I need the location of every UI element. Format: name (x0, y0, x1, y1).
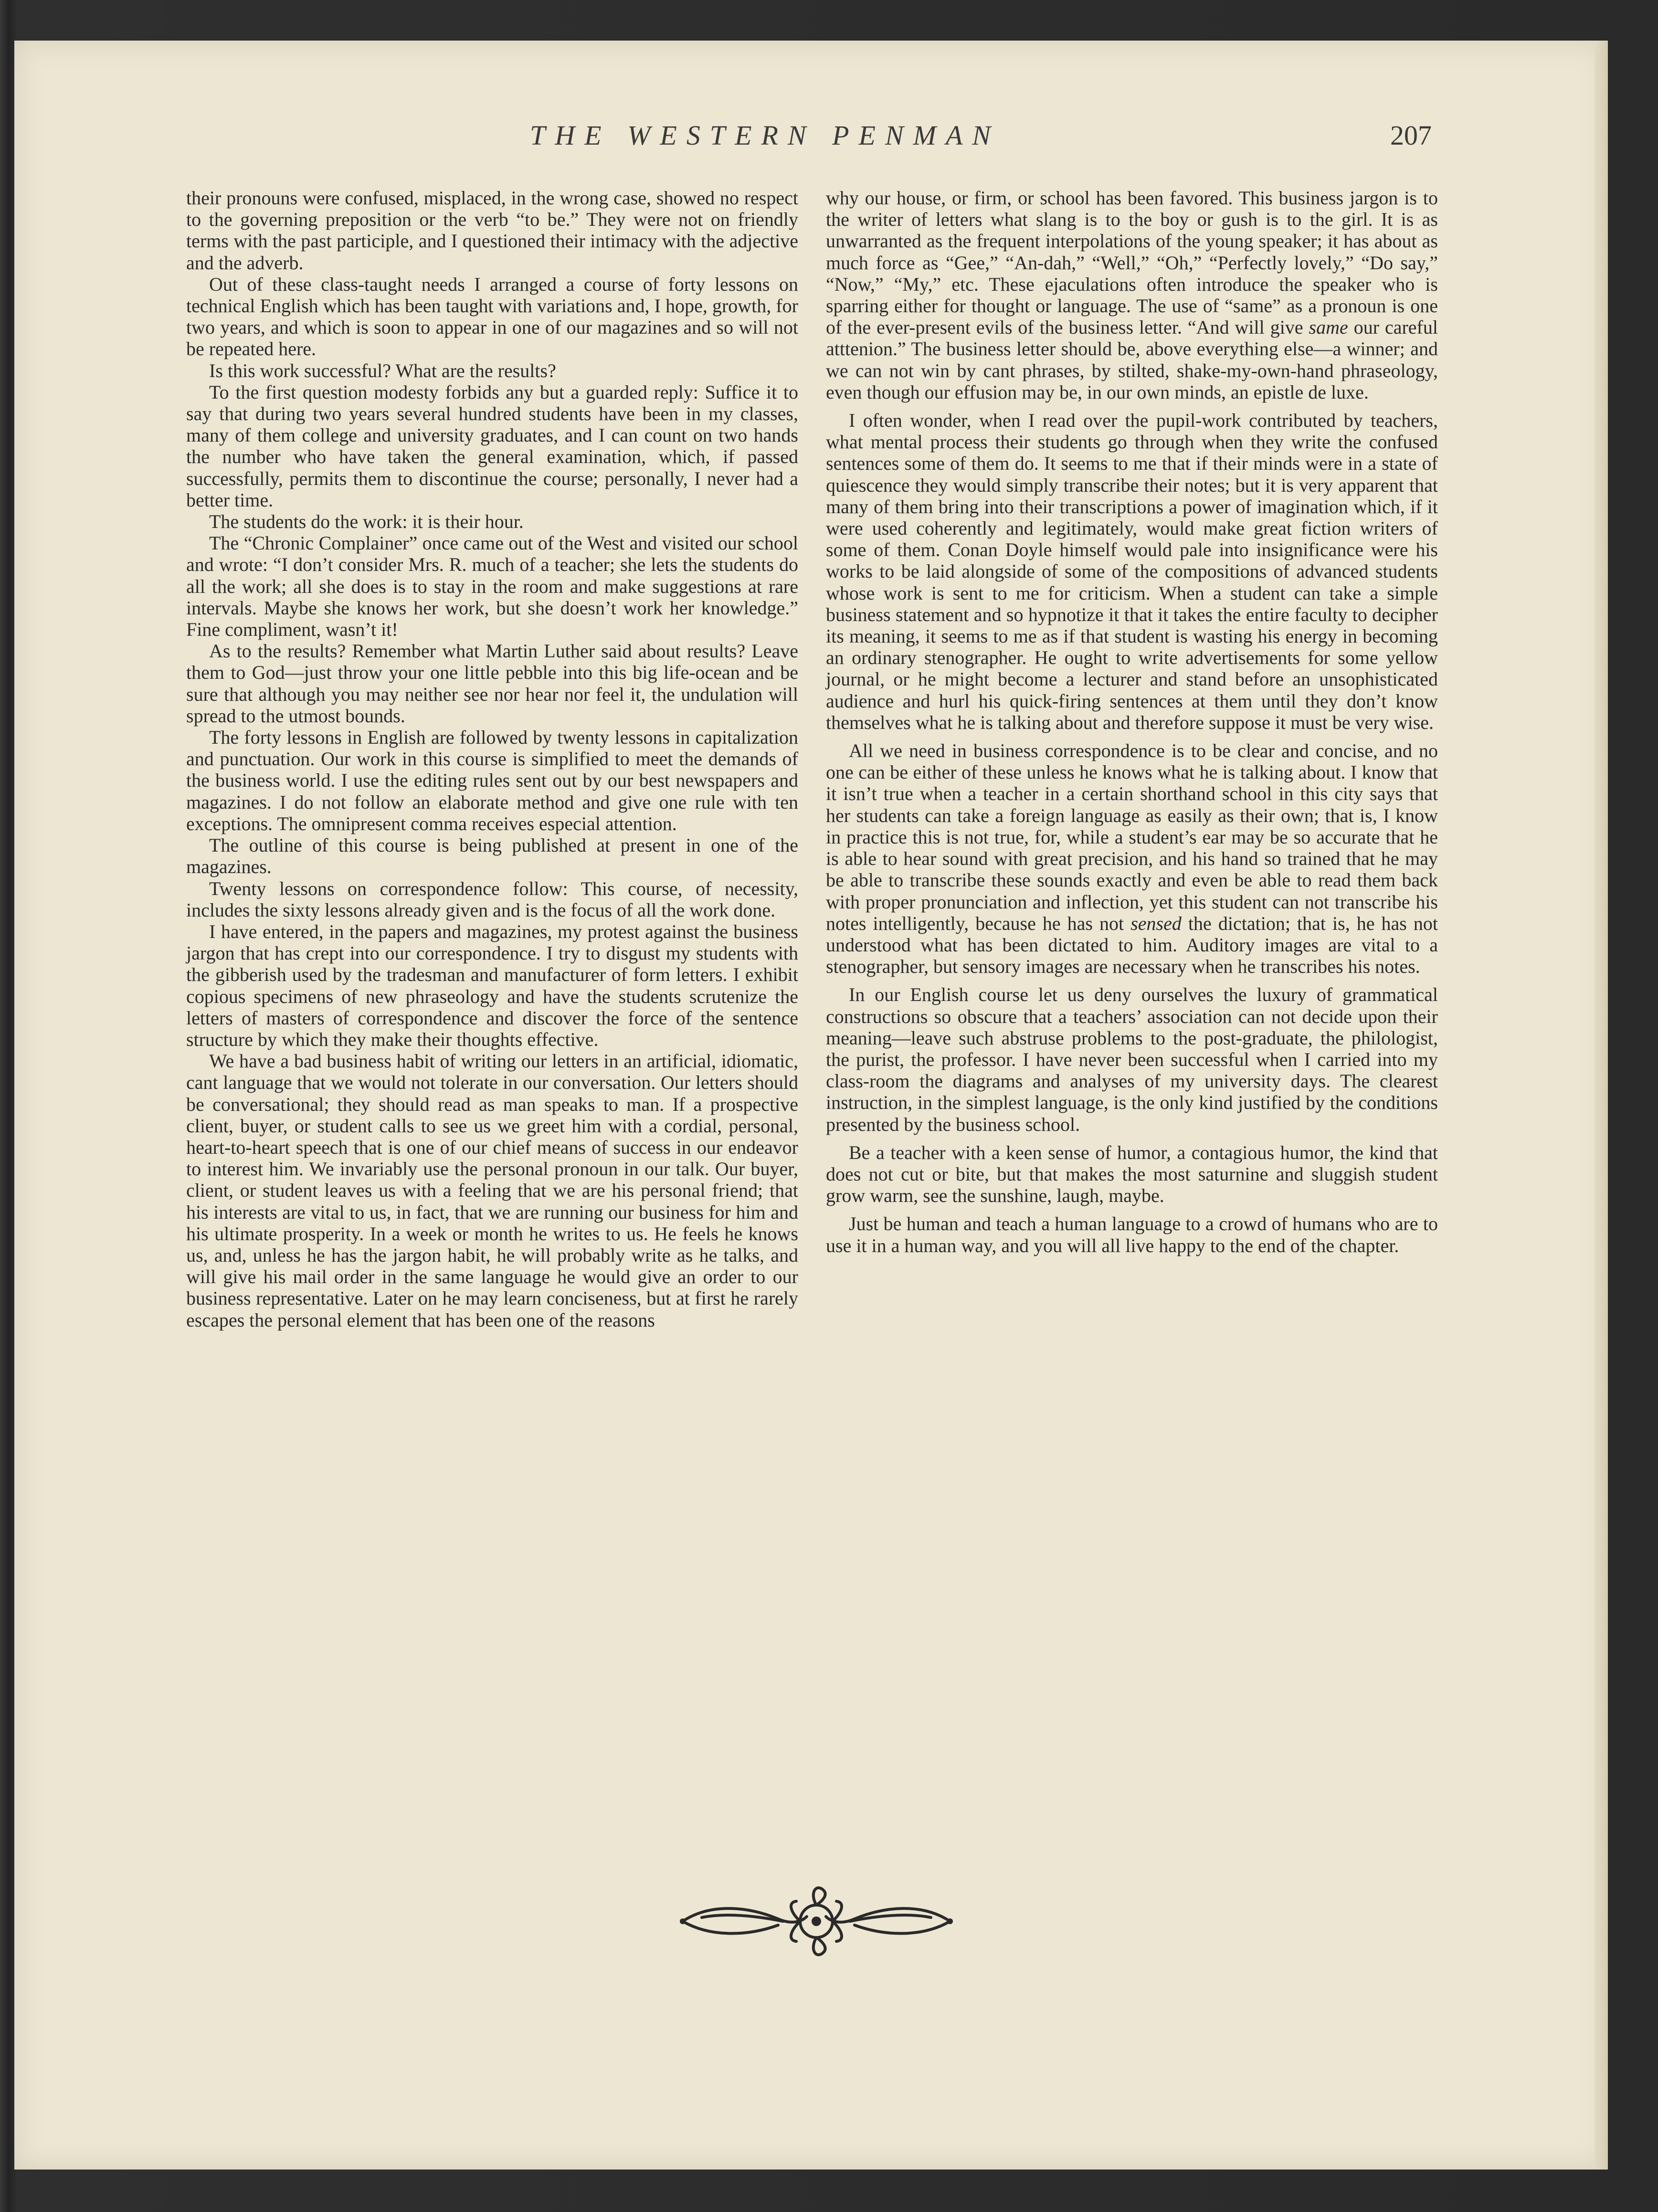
paragraph: Out of these class-taught needs I arranged a course of forty lessons on technical English which has been taught with variations and, I hope, growth, for two years, and which is soon to appear in one of our magazines and so will not be repeated here. (186, 273, 798, 360)
paragraph (826, 187, 1438, 403)
paragraph: We have a bad business habit of writing our letters in an artificial, idiomatic, cant language that we would not tolerate in our conversation. Our letters should be conversational; they should read as man speaks to man. If a prospective client, buyer, or student calls to see us we greet him with a cordial, personal, heart-to-heart speech that is one of our chief means of success in our endeavor to interest him. We invariably use the personal pronoun in our talk. Our buyer, client, or student leaves us with a feeling that we are his personal friend; that his interests are vital to us, in fact, that we are running our business for him and his ultimate prosperity. In a week or month he writes to us. He feels he knows us, and, unless he has the jargon habit, he will probably write as he talks, and will give his mail order in the same language he would give an order to our business representative. Later on he may learn conciseness, but at first he rarely escapes the personal element that has been one of the reasons (186, 1050, 798, 1331)
left-column (186, 187, 798, 1331)
page-number: 207 (1390, 120, 1432, 151)
right-column (826, 187, 1438, 1256)
italic-word: sensed (1130, 912, 1182, 934)
paragraph (826, 740, 1438, 977)
paragraph: The “Chronic Complainer” once came out of the West and visited our school and wrote: “I don’t consider Mrs. R. much of a teacher; she lets the students do all the work; all she does is to stay in the room and make suggestions at rare intervals. Maybe she knows her work, but she doesn’t work her knowledge.” Fine compliment, wasn’t it! (186, 532, 798, 641)
paragraph: their pronouns were confused, misplaced, in the wrong case, showed no respect to the governing preposition or the verb “to be.” They were not on friendly terms with the past participle, and I questioned their intimacy with the adjective and the adverb. (186, 187, 798, 274)
italic-word: same (1309, 316, 1348, 338)
page-edge (1595, 41, 1608, 2170)
paragraph: Just be human and teach a human language to a crowd of humans who are to use it in a human way, and you will all live happy to the end of the chapter. (826, 1213, 1438, 1256)
paragraph: As to the results? Remember what Martin Luther said about results? Leave them to God—just throw your one little pebble into this big life-ocean and be sure that although you may neither see nor hear nor feel it, the undulation will spread to the utmost bounds. (186, 640, 798, 727)
paragraph: The outline of this course is being published at present in one of the magazines. (186, 834, 798, 878)
paragraph: I have entered, in the papers and magazines, my protest against the business jargon that has crept into our correspondence. I try to disgust my students with the gibberish used by the tradesman and manufacturer of form letters. I exhibit copious specimens of new phraseology and have the students scrutenize the letters of masters of correspondence and discover the force of the sentence structure by which they make their thoughts effective. (186, 920, 798, 1050)
paragraph: Be a teacher with a keen sense of humor, a contagious humor, the kind that does not cut or bite, but that makes the most saturnine and sluggish student grow warm, see the sunshine, laugh, maybe. (826, 1141, 1438, 1207)
text-run: All we need in business correspondence is to be clear and concise, and no one can be either of these unless he knows what he is talking about. I know that it isn’t true when a teacher in a certain shorthand school in this city says that her students can take a foreign language as easily as their own; that is, I know in practice this is not true, for, while a student’s ear may be so accurate that he is able to hear sound with great precision, and his hand so trained that he may be able to transcribe these sounds exactly and even be able to read them back with proper pronunciation and inflection, yet this student can not transcribe his notes intelligently, because he has not (826, 740, 1438, 934)
scroll-flourish-ornament-icon (673, 1874, 960, 1969)
paragraph: Is this work successful? What are the results? (209, 359, 556, 381)
paragraph: In our English course let us deny ourselves the luxury of grammatical constructions so obscure that a teachers’ association can not decide upon their meaning—leave such abstruse problems to the post-graduate, the philologist, the purist, the professor. I have never been successful when I carried into my class-room the diagrams and analyses of my university days. The clearest instruction, in the simplest language, is the only kind justified by the conditions presented by the business school. (826, 984, 1438, 1135)
paragraph: The forty lessons in English are followed by twenty lessons in capitalization and punctuation. Our work in this course is simplified to meet the demands of the business world. I use the editing rules sent out by our best newspapers and magazines. I do not follow an elaborate method and give one rule with ten exceptions. The omnipresent comma receives especial attention. (186, 727, 798, 834)
paragraph: To the first question modesty forbids any but a guarded reply: Suffice it to say that during two years several hundred students have been in my classes, many of them college and university graduates, and I can count on two hands the number who have taken the general examination, which, if passed successfully, permits them to discontinue the course; personally, I never had a better time. (186, 381, 798, 511)
paragraph: The students do the work: it is their hour. (209, 511, 524, 533)
text-run: why our house, or firm, or school has been favored. This business jargon is to the writer of letters what slang is to the boy or gush is to the girl. It is as unwarranted as the frequent interpolations of the young speaker; it has about as much force as “Gee,” “An-dah,” “Well,” “Oh,” “Perfectly lovely,” “Do say,” “Now,” “My,” etc. These ejaculations often introduce the speaker who is sparring either for thought or language. The use of “same” as a pronoun is one of the ever-present evils of the business letter. “And will give (826, 187, 1438, 338)
text-run: our careful atttenion.” The business letter should be, above everything else—a winner; and we can not win by cant phrases, by stilted, shake-my-own-hand phraseology, even though our effusion may be, in our own minds, an epistle de luxe. (826, 316, 1438, 403)
paragraph: I often wonder, when I read over the pupil-work contributed by teachers, what mental process their students go through when they write the confused sentences some of them do. It seems to me that if their minds were in a state of quiescence they would simply transcribe their notes; but it is very apparent that many of them bring into their transcriptions a power of imagination which, if it were used coherently and legitimately, would make great fiction writers of some of them. Conan Doyle himself would pale into insignificance were his works to be laid alongside of some of the compositions of advanced students whose work is sent to me for criticism. When a student can take a simple business statement and so hypnotize it that it takes the entire faculty to decipher its meaning, it seems to me as if that student is wasting his energy in becoming an ordinary stenographer. He ought to write advertisements for some yellow journal, or he might become a lecturer and stand before an unsophisticated audience and hurl his quick-firing sentences at them until they don’t know themselves what he is talking about and therefore suppose it must be very wise. (826, 410, 1438, 733)
text-run: the dictation; that is, he has not understood what has been dictated to him. Auditory images are vital to a stenographer, but sensory images are necessary when he transcribes his notes. (826, 912, 1438, 978)
running-head: THE WESTERN PENMAN (530, 120, 1001, 151)
paragraph: Twenty lessons on correspondence follow: This course, of necessity, includes the sixty lessons already given and is the focus of all the work done. (186, 877, 798, 921)
